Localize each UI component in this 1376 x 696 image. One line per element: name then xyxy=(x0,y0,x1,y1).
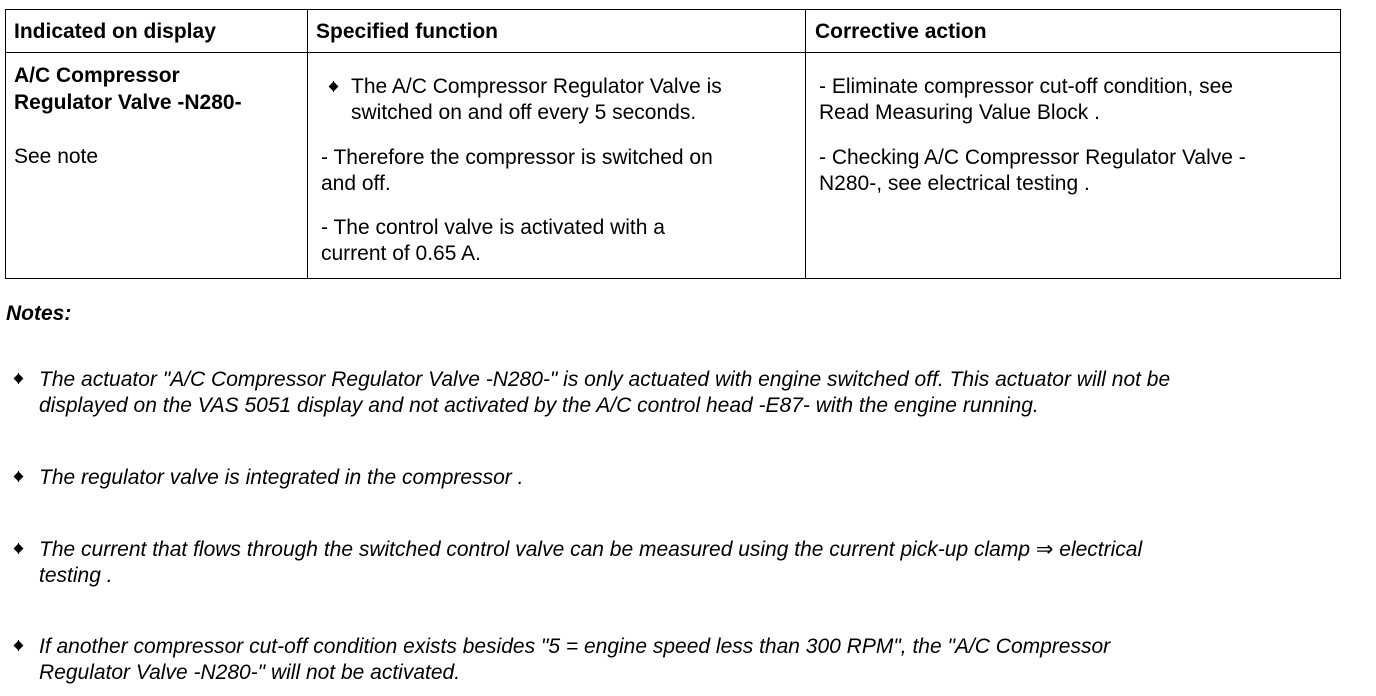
column-divider xyxy=(805,10,806,278)
function-bullet-line1: The A/C Compressor Regulator Valve is xyxy=(351,75,722,98)
display-note: See note xyxy=(14,145,99,168)
function-item3-line2: current of 0.65 A. xyxy=(321,242,481,265)
note-4-line1: If another compressor cut-off condition exists besides "5 = engine speed less than 300 RPM", the "A/C Compressor xyxy=(39,635,1111,658)
header-indicated-on-display: Indicated on display xyxy=(14,20,216,43)
function-item2-line2: and off. xyxy=(321,172,391,195)
bullet-diamond-icon xyxy=(329,82,339,92)
note-1-line2: displayed on the VAS 5051 display and not activated by the A/C control head -E87- with the engine running. xyxy=(39,394,1039,417)
action-item1-line2: Read Measuring Value Block . xyxy=(819,101,1100,124)
notes-heading: Notes: xyxy=(6,302,72,325)
column-divider xyxy=(307,10,308,278)
note-3-line1: The current that flows through the switched control valve can be measured using the current pick-up clamp ⇒ electrical xyxy=(39,538,1143,561)
note-1-line1: The actuator "A/C Compressor Regulator Valve -N280-" is only actuated with engine switched off. This actuator will not be xyxy=(39,368,1171,391)
function-item3-line1: - The control valve is activated with a xyxy=(321,216,665,239)
note-bullet-icon xyxy=(14,544,24,554)
note-3-line2: testing . xyxy=(39,564,113,587)
note-bullet-icon xyxy=(14,472,24,482)
action-item1-line1: - Eliminate compressor cut-off condition, see xyxy=(819,75,1233,98)
display-title-line2: Regulator Valve -N280- xyxy=(14,91,242,114)
note-2-line1: The regulator valve is integrated in the compressor . xyxy=(39,466,524,489)
header-divider xyxy=(6,52,1340,53)
diagnosis-table xyxy=(5,9,1341,279)
note-4-line2: Regulator Valve -N280-" will not be activated. xyxy=(39,661,461,684)
display-title-line1: A/C Compressor xyxy=(14,64,180,87)
note-bullet-icon xyxy=(14,374,24,384)
note-bullet-icon xyxy=(14,641,24,651)
function-bullet-line2: switched on and off every 5 seconds. xyxy=(351,101,697,124)
function-item2-line1: - Therefore the compressor is switched on xyxy=(321,146,713,169)
header-specified-function: Specified function xyxy=(316,20,499,43)
header-corrective-action: Corrective action xyxy=(815,20,987,43)
action-item2-line1: - Checking A/C Compressor Regulator Valve - xyxy=(819,146,1246,169)
action-item2-line2: N280-, see electrical testing . xyxy=(819,172,1090,195)
